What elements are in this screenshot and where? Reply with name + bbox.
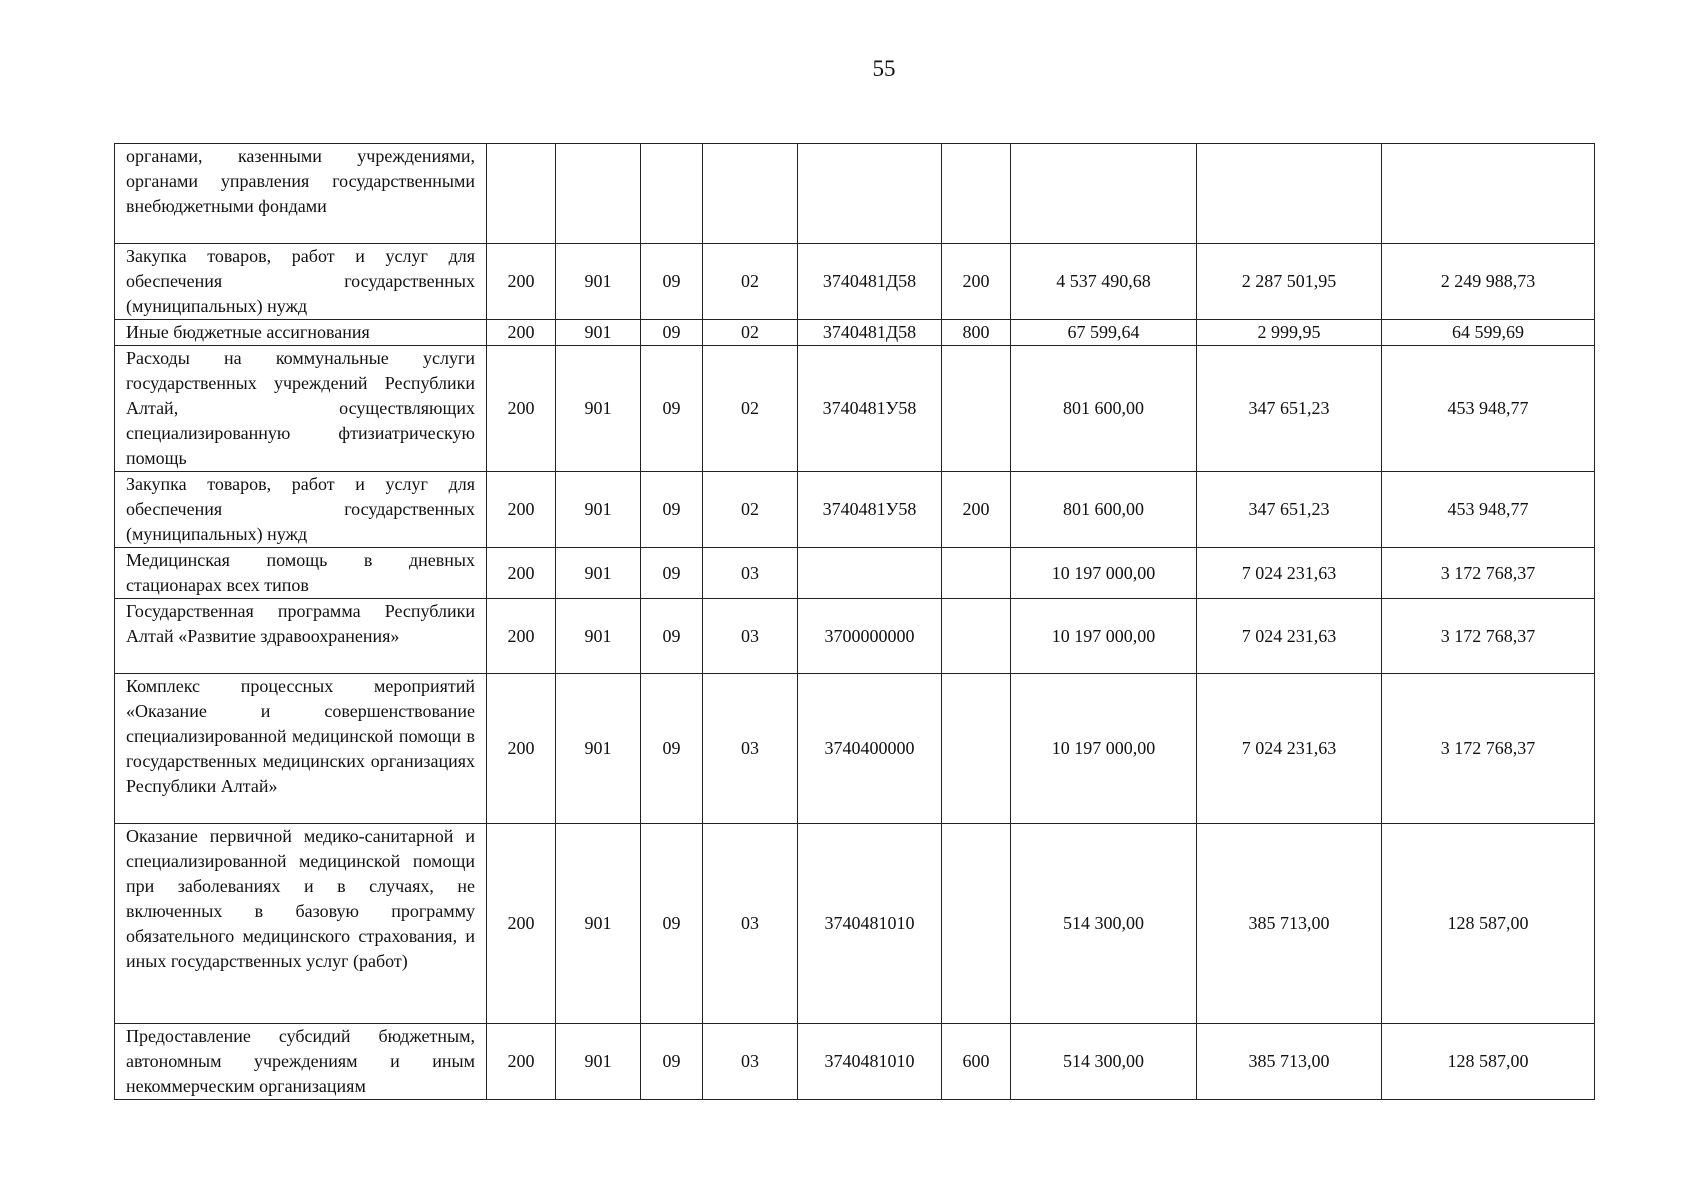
- table-row: [115, 674, 1595, 824]
- subsection2-code-cell: 03: [703, 548, 798, 599]
- subsection2-code-cell: 03: [703, 599, 798, 674]
- executed-amount-cell: 385 713,00: [1197, 1024, 1382, 1100]
- target-article-cell: 3740400000: [798, 674, 942, 824]
- expense-kind-cell: 800: [942, 320, 1011, 346]
- admin-code-cell: 200: [487, 320, 556, 346]
- subsection2-code-cell: [703, 144, 798, 244]
- table-row: [115, 824, 1595, 1024]
- table-row: [115, 320, 1595, 346]
- name-cell: Расходы на коммунальные услуги государственных учреждений Республики Алтай, осуществляющих специализированную фтизиатрическую помощь: [115, 346, 487, 472]
- subsection2-code-cell: 02: [703, 320, 798, 346]
- subsection2-code-cell: 03: [703, 824, 798, 1024]
- target-article-cell: 3740481010: [798, 1024, 942, 1100]
- target-article-cell: [798, 144, 942, 244]
- remainder-amount-cell: 453 948,77: [1382, 472, 1595, 548]
- expense-kind-cell: 200: [942, 472, 1011, 548]
- name-cell: Закупка товаров, работ и услуг для обеспечения государственных (муниципальных) нужд: [115, 244, 487, 320]
- target-article-cell: [798, 548, 942, 599]
- remainder-amount-cell: 64 599,69: [1382, 320, 1595, 346]
- planned-amount-cell: 801 600,00: [1011, 472, 1197, 548]
- remainder-amount-cell: 128 587,00: [1382, 1024, 1595, 1100]
- remainder-amount-cell: 3 172 768,37: [1382, 674, 1595, 824]
- target-article-cell: 3740481У58: [798, 346, 942, 472]
- table-row: [115, 472, 1595, 548]
- section-code-cell: 901: [556, 346, 641, 472]
- table-row: [115, 1024, 1595, 1100]
- planned-amount-cell: 10 197 000,00: [1011, 548, 1197, 599]
- section-code-cell: 901: [556, 824, 641, 1024]
- table-row: [115, 346, 1595, 472]
- remainder-amount-cell: 3 172 768,37: [1382, 599, 1595, 674]
- expense-kind-cell: [942, 144, 1011, 244]
- subsection2-code-cell: 03: [703, 1024, 798, 1100]
- subsection2-code-cell: 02: [703, 346, 798, 472]
- table-row: [115, 244, 1595, 320]
- target-article-cell: 3740481010: [798, 824, 942, 1024]
- page-number: 55: [872, 56, 896, 81]
- subsection2-code-cell: 02: [703, 472, 798, 548]
- remainder-amount-cell: 453 948,77: [1382, 346, 1595, 472]
- section-code-cell: 901: [556, 244, 641, 320]
- admin-code-cell: 200: [487, 244, 556, 320]
- executed-amount-cell: 2 287 501,95: [1197, 244, 1382, 320]
- subsection-code-cell: 09: [641, 824, 703, 1024]
- table-row: [115, 548, 1595, 599]
- admin-code-cell: 200: [487, 674, 556, 824]
- target-article-cell: 3700000000: [798, 599, 942, 674]
- name-cell: органами, казенными учреждениями, органами управления государственными внебюджетными фондами: [115, 144, 487, 244]
- admin-code-cell: 200: [487, 824, 556, 1024]
- name-cell: Медицинская помощь в дневных стационарах всех типов: [115, 548, 487, 599]
- remainder-amount-cell: 128 587,00: [1382, 824, 1595, 1024]
- subsection-code-cell: [641, 144, 703, 244]
- admin-code-cell: 200: [487, 599, 556, 674]
- expense-kind-cell: [942, 674, 1011, 824]
- admin-code-cell: 200: [487, 472, 556, 548]
- section-code-cell: 901: [556, 1024, 641, 1100]
- admin-code-cell: 200: [487, 346, 556, 472]
- section-code-cell: 901: [556, 472, 641, 548]
- budget-table: [114, 143, 1595, 1100]
- target-article-cell: 3740481У58: [798, 472, 942, 548]
- section-code-cell: [556, 144, 641, 244]
- planned-amount-cell: 801 600,00: [1011, 346, 1197, 472]
- name-cell: Государственная программа Республики Алтай «Развитие здравоохранения»: [115, 599, 487, 674]
- subsection-code-cell: 09: [641, 472, 703, 548]
- executed-amount-cell: 7 024 231,63: [1197, 674, 1382, 824]
- subsection-code-cell: 09: [641, 1024, 703, 1100]
- subsection-code-cell: 09: [641, 320, 703, 346]
- executed-amount-cell: 347 651,23: [1197, 346, 1382, 472]
- executed-amount-cell: 385 713,00: [1197, 824, 1382, 1024]
- table-body: [115, 144, 1595, 1100]
- remainder-amount-cell: 2 249 988,73: [1382, 244, 1595, 320]
- admin-code-cell: 200: [487, 1024, 556, 1100]
- executed-amount-cell: 2 999,95: [1197, 320, 1382, 346]
- remainder-amount-cell: [1382, 144, 1595, 244]
- remainder-amount-cell: 3 172 768,37: [1382, 548, 1595, 599]
- planned-amount-cell: 10 197 000,00: [1011, 674, 1197, 824]
- name-cell: Предоставление субсидий бюджетным, автономным учреждениям и иным некоммерческим организациям: [115, 1024, 487, 1100]
- expense-kind-cell: [942, 548, 1011, 599]
- target-article-cell: 3740481Д58: [798, 320, 942, 346]
- name-cell: Оказание первичной медико-санитарной и специализированной медицинской помощи при заболеваниях и в случаях, не включенных в базовую программу обязательного медицинского страхования, и иных государственных услуг (работ): [115, 824, 487, 1024]
- executed-amount-cell: 347 651,23: [1197, 472, 1382, 548]
- expense-kind-cell: [942, 346, 1011, 472]
- executed-amount-cell: 7 024 231,63: [1197, 548, 1382, 599]
- expense-kind-cell: [942, 599, 1011, 674]
- planned-amount-cell: 67 599,64: [1011, 320, 1197, 346]
- section-code-cell: 901: [556, 674, 641, 824]
- planned-amount-cell: [1011, 144, 1197, 244]
- expense-kind-cell: [942, 824, 1011, 1024]
- executed-amount-cell: 7 024 231,63: [1197, 599, 1382, 674]
- section-code-cell: 901: [556, 548, 641, 599]
- planned-amount-cell: 514 300,00: [1011, 1024, 1197, 1100]
- admin-code-cell: 200: [487, 548, 556, 599]
- subsection-code-cell: 09: [641, 599, 703, 674]
- subsection-code-cell: 09: [641, 548, 703, 599]
- subsection2-code-cell: 02: [703, 244, 798, 320]
- planned-amount-cell: 514 300,00: [1011, 824, 1197, 1024]
- subsection-code-cell: 09: [641, 674, 703, 824]
- subsection-code-cell: 09: [641, 346, 703, 472]
- admin-code-cell: [487, 144, 556, 244]
- target-article-cell: 3740481Д58: [798, 244, 942, 320]
- table-row: [115, 144, 1595, 244]
- planned-amount-cell: 10 197 000,00: [1011, 599, 1197, 674]
- subsection2-code-cell: 03: [703, 674, 798, 824]
- name-cell: Закупка товаров, работ и услуг для обеспечения государственных (муниципальных) нужд: [115, 472, 487, 548]
- section-code-cell: 901: [556, 599, 641, 674]
- expense-kind-cell: 600: [942, 1024, 1011, 1100]
- name-cell: Комплекс процессных мероприятий «Оказание и совершенствование специализированной медицинской помощи в государственных медицинских организациях Республики Алтай»: [115, 674, 487, 824]
- subsection-code-cell: 09: [641, 244, 703, 320]
- table-row: [115, 599, 1595, 674]
- expense-kind-cell: 200: [942, 244, 1011, 320]
- executed-amount-cell: [1197, 144, 1382, 244]
- name-cell: Иные бюджетные ассигнования: [115, 320, 487, 346]
- section-code-cell: 901: [556, 320, 641, 346]
- planned-amount-cell: 4 537 490,68: [1011, 244, 1197, 320]
